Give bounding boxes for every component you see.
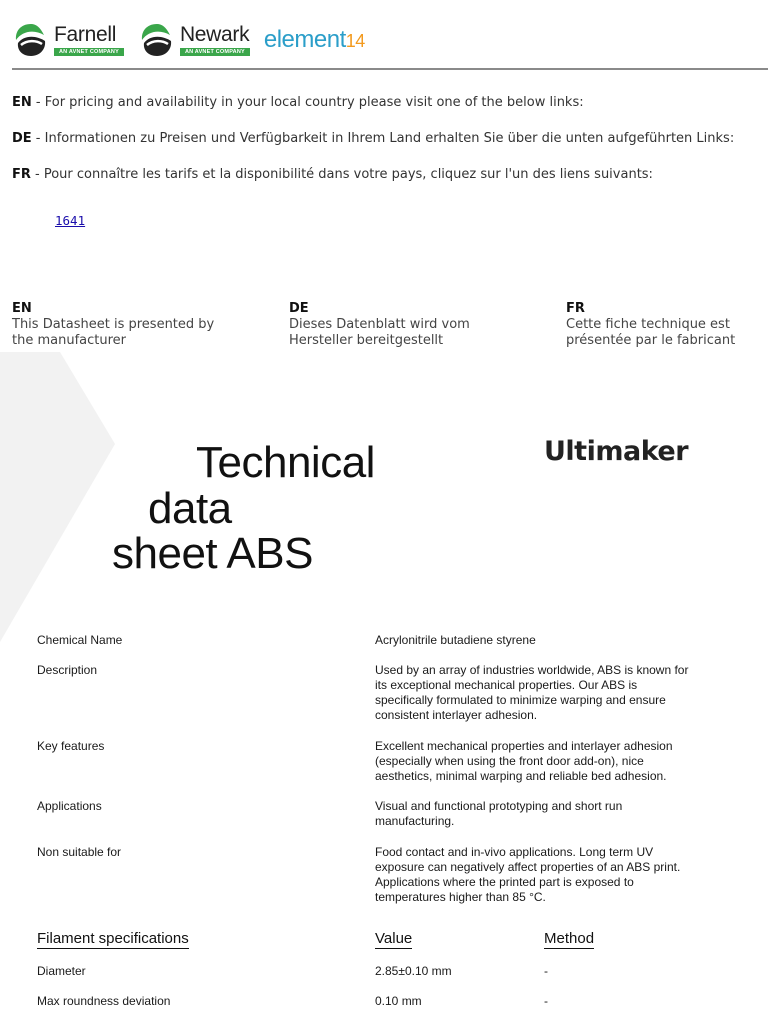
presented-line: This Datasheet is presented by [12, 317, 215, 332]
newark-logo[interactable] [138, 21, 250, 59]
title-line-2: data [148, 484, 232, 533]
spec-value: Food contact and in-vivo applications. Long term UV exposure can negatively affect properties of an ABS print. Applications where the printed part is exposed to temperatures higher than 85 °C. [375, 845, 681, 904]
presented-line: Dieses Datenblatt wird vom [289, 317, 470, 332]
title-line-1: Technical [196, 438, 375, 487]
spec-value: Visual and functional prototyping and short run manufacturing. [375, 799, 623, 828]
presented-line: Hersteller bereitgestellt [289, 333, 444, 348]
presented-de [289, 301, 470, 349]
spec-label: Applications [37, 799, 102, 813]
notice-fr [12, 167, 653, 182]
spec-label: Key features [37, 739, 105, 753]
filament-method-header: Method [544, 930, 595, 947]
filament-value-header: Value [375, 930, 413, 947]
filament-value: 2.85±0.10 mm [375, 964, 452, 978]
title-line-3: sheet ABS [112, 529, 313, 578]
notice-de [12, 131, 734, 146]
lang-code: FR [566, 301, 585, 316]
lang-code: DE [12, 131, 32, 146]
notice-en [12, 95, 584, 110]
filament-method: - [544, 964, 548, 978]
decorative-chevron [0, 352, 120, 642]
spec-label: Non suitable for [37, 845, 122, 859]
header-divider [12, 68, 768, 70]
newark-wordmark: Newark [179, 23, 250, 46]
notice-text: - Informationen zu Preisen und Verfügbarkeit in Ihrem Land erhalten Sie über die unten aufgeführten Links: [31, 131, 735, 146]
presented-line: the manufacturer [12, 333, 127, 348]
ultimaker-logo: Ultimaker [544, 436, 689, 467]
notice-text: - For pricing and availability in your local country please visit one of the below links: [31, 95, 584, 110]
presented-en [12, 301, 214, 349]
spec-value: Acrylonitrile butadiene styrene [375, 633, 536, 647]
presented-line: Cette fiche technique est [566, 317, 730, 332]
presented-line: présentée par le fabricant [566, 333, 736, 348]
filament-value: 0.10 mm [375, 994, 422, 1008]
filament-spec: Diameter [37, 964, 86, 978]
newark-swirl-icon [138, 21, 176, 59]
presented-fr [566, 301, 735, 349]
lang-code: EN [12, 95, 32, 110]
avnet-tag: AN AVNET COMPANY [180, 48, 250, 56]
element14-num: 14 [345, 31, 365, 51]
avnet-tag: AN AVNET COMPANY [54, 48, 124, 56]
spec-label: Chemical Name [37, 633, 123, 647]
product-link[interactable]: 1641 [55, 213, 86, 228]
element14-word: element [263, 26, 346, 53]
element14-logo[interactable] [264, 26, 365, 54]
lang-code: EN [12, 301, 32, 316]
spec-label: Description [37, 663, 98, 677]
farnell-swirl-icon [12, 21, 50, 59]
filament-method: - [544, 994, 548, 1008]
lang-code: DE [289, 301, 309, 316]
spec-value: Excellent mechanical properties and interlayer adhesion (especially when using the front door add-on), nice aesthetics, minimal warping and reliable bed adhesion. [375, 739, 673, 783]
filament-spec-header: Filament specifications [37, 930, 189, 947]
farnell-logo[interactable] [12, 21, 124, 59]
spec-value: Used by an array of industries worldwide, ABS is known for its exceptional mechanical properties. Our ABS is specifically formulated to minimize warping and ensure consistent interlayer adhesion. [375, 663, 689, 722]
notice-text: - Pour connaître les tarifs et la disponibilité dans votre pays, cliquez sur l'un des liens suivants: [30, 167, 653, 182]
lang-code: FR [12, 167, 31, 182]
brand-header [12, 18, 365, 62]
farnell-wordmark: Farnell [54, 23, 117, 46]
filament-spec: Max roundness deviation [37, 994, 171, 1008]
